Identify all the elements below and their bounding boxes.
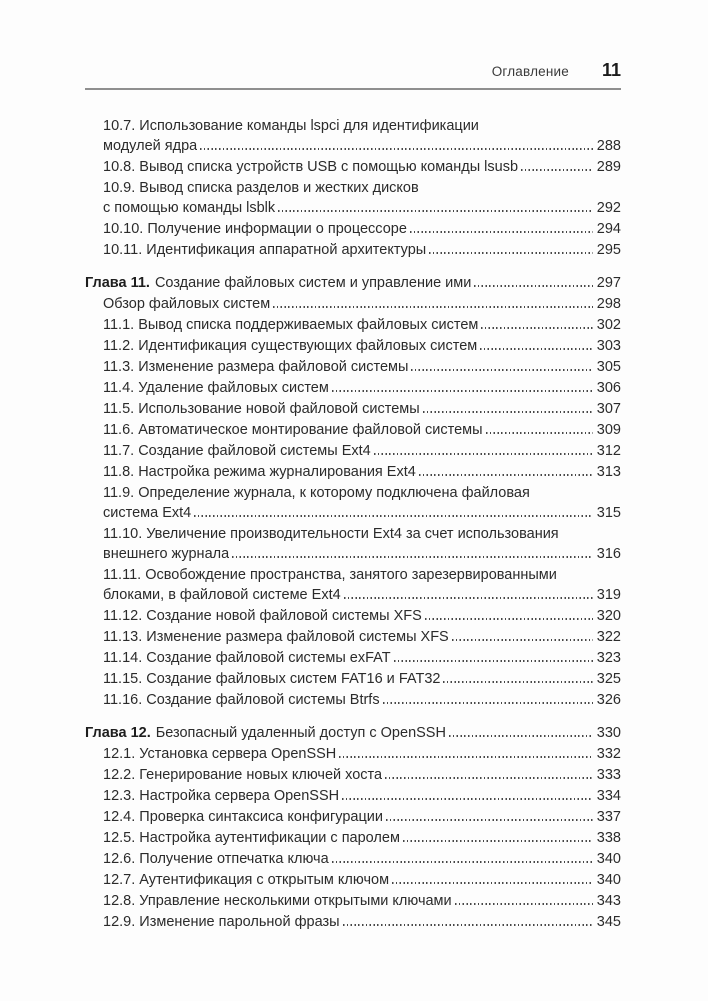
toc-entry-line: [103, 786, 621, 806]
toc-entry: [103, 441, 621, 461]
toc-entry-line: [103, 315, 621, 335]
toc-entry: [103, 240, 621, 260]
toc-entry: [103, 870, 621, 890]
toc-entry-line: [103, 462, 621, 482]
toc-entry: [103, 219, 621, 239]
header-rule: [85, 88, 621, 90]
toc-entry-line: [103, 378, 621, 398]
entry-page-number: 305: [596, 359, 621, 375]
toc-entry-line: [103, 807, 621, 827]
chapter-title: Безопасный удаленный доступ с OpenSSH: [155, 725, 446, 741]
toc-entry-text: 11.5. Использование новой файловой системы: [103, 401, 420, 417]
toc-entry-line: [103, 565, 621, 585]
toc-entry-text: 10.9. Вывод списка разделов и жестких дисков: [103, 180, 419, 196]
dotted-leader: [449, 735, 593, 737]
toc-entry: [103, 336, 621, 356]
toc-entry-line: [103, 606, 621, 626]
toc-entry-line: [103, 198, 621, 218]
dotted-leader: [385, 777, 593, 779]
toc-entry: [103, 565, 621, 605]
toc-entry: [103, 399, 621, 419]
toc-entry-text: 10.11. Идентификация аппаратной архитектуры: [103, 242, 427, 258]
dotted-leader: [403, 840, 593, 842]
toc-entry-line: [103, 219, 621, 239]
toc-entry-text: 11.15. Создание файловых систем FAT16 и FAT32: [103, 671, 441, 687]
toc-entry-line: [103, 849, 621, 869]
dotted-leader: [425, 618, 593, 620]
dotted-leader: [374, 453, 593, 455]
dotted-leader: [342, 798, 593, 800]
toc-entry: [103, 294, 621, 314]
entry-page-number: 320: [596, 608, 621, 624]
toc-entry-text: 11.12. Создание новой файловой системы XFS: [103, 608, 422, 624]
toc-entry-line: [103, 828, 621, 848]
entry-page-number: 325: [596, 671, 621, 687]
dotted-leader: [452, 639, 593, 641]
toc-entry-text: 12.2. Генерирование новых ключей хоста: [103, 767, 383, 783]
entry-page-number: 298: [596, 296, 621, 312]
entry-page-number: 323: [596, 650, 621, 666]
toc-entry-text: 12.7. Аутентификация с открытым ключом: [103, 872, 390, 888]
entry-page-number: 340: [596, 851, 621, 867]
toc-chapter-entry: [85, 273, 621, 293]
page-header: [85, 0, 621, 81]
toc-entry: [103, 627, 621, 647]
toc-entry-line: [103, 336, 621, 356]
toc-entry-line: [103, 669, 621, 689]
dotted-leader: [343, 924, 593, 926]
chapter-label: Глава 12.: [85, 725, 151, 741]
chapter-label: Глава 11.: [85, 275, 150, 291]
toc-entry-text: [85, 723, 446, 743]
toc-entry-text: 10.7. Использование команды lspci для идентификации: [103, 118, 479, 134]
toc-entry-text: система Ext4: [103, 505, 192, 521]
toc-entry-text: 12.5. Настройка аутентификации с паролем: [103, 830, 400, 846]
dotted-leader: [394, 660, 593, 662]
toc-entry: [103, 378, 621, 398]
toc-entry-line: [103, 116, 621, 136]
toc-entry-text: блоками, в файловой системе Ext4: [103, 587, 341, 603]
dotted-leader: [278, 210, 593, 212]
toc-entry-line: [103, 136, 621, 156]
dotted-leader: [443, 681, 592, 683]
entry-page-number: 288: [596, 138, 621, 154]
toc-entry-line: [103, 912, 621, 932]
toc-entry: [103, 357, 621, 377]
toc-entry-line: [103, 744, 621, 764]
dotted-leader: [332, 390, 593, 392]
dotted-leader: [339, 756, 593, 758]
entry-page-number: 313: [596, 464, 621, 480]
entry-page-number: 307: [596, 401, 621, 417]
toc-entry-line: [85, 273, 621, 293]
toc-entry-line: [103, 357, 621, 377]
toc-entry-line: [103, 544, 621, 564]
entry-page-number: 294: [596, 221, 621, 237]
toc-entry-line: [103, 157, 621, 177]
dotted-leader: [344, 597, 593, 599]
toc-entry: [103, 765, 621, 785]
toc-entry-line: [103, 503, 621, 523]
toc-entry-line: [85, 723, 621, 743]
entry-page-number: 302: [596, 317, 621, 333]
toc-entry-text: 11.10. Увеличение производительности Ext4 за счет использования: [103, 526, 559, 542]
dotted-leader: [455, 903, 593, 905]
toc-entry-text: 11.3. Изменение размера файловой системы: [103, 359, 409, 375]
toc-entry-text: 10.8. Вывод списка устройств USB с помощью команды lsusb: [103, 159, 519, 175]
entry-page-number: 326: [596, 692, 621, 708]
toc-entry-text: 12.9. Изменение парольной фразы: [103, 914, 340, 930]
dotted-leader: [411, 369, 592, 371]
toc-entry-text: 11.7. Создание файловой системы Ext4: [103, 443, 371, 459]
toc-entry-line: [103, 178, 621, 198]
toc-entry-text: 11.2. Идентификация существующих файловых систем: [103, 338, 478, 354]
toc-entry-line: [103, 627, 621, 647]
dotted-leader: [332, 861, 593, 863]
toc-entry: [103, 912, 621, 932]
toc-entry-line: [103, 690, 621, 710]
toc-list: [85, 116, 621, 932]
toc-entry: [103, 483, 621, 523]
entry-page-number: 322: [596, 629, 621, 645]
toc-entry-text: 12.8. Управление несколькими открытыми ключами: [103, 893, 452, 909]
dotted-leader: [392, 882, 593, 884]
toc-entry: [103, 606, 621, 626]
entry-page-number: 334: [596, 788, 621, 804]
dotted-leader: [232, 556, 593, 558]
toc-entry-text: 11.4. Удаление файловых систем: [103, 380, 329, 396]
toc-entry-line: [103, 240, 621, 260]
toc-entry: [103, 524, 621, 564]
toc-entry-text: модулей ядра: [103, 138, 198, 154]
toc-entry: [103, 648, 621, 668]
toc-entry-line: [103, 524, 621, 544]
toc-entry-line: [103, 585, 621, 605]
toc-entry: [103, 849, 621, 869]
dotted-leader: [429, 252, 593, 254]
toc-entry-text: 11.9. Определение журнала, к которому подключена файловая: [103, 485, 530, 501]
toc-entry-text: внешнего журнала: [103, 546, 230, 562]
toc-entry-text: Обзор файловых систем: [103, 296, 271, 312]
toc-entry: [103, 891, 621, 911]
entry-page-number: 330: [596, 725, 621, 741]
toc-entry-line: [103, 891, 621, 911]
toc-entry-text: 11.16. Создание файловой системы Btrfs: [103, 692, 380, 708]
toc-chapter-entry: [85, 723, 621, 743]
entry-page-number: 316: [596, 546, 621, 562]
toc-entry: [103, 462, 621, 482]
dotted-leader: [486, 432, 593, 434]
toc-entry: [103, 828, 621, 848]
dotted-leader: [480, 348, 593, 350]
toc-entry-line: [103, 765, 621, 785]
toc-entry-line: [103, 441, 621, 461]
toc-entry-text: 11.11. Освобождение пространства, занятого зарезервированными: [103, 567, 557, 583]
entry-page-number: 343: [596, 893, 621, 909]
toc-entry-text: 11.14. Создание файловой системы exFAT: [103, 650, 391, 666]
dotted-leader: [386, 819, 593, 821]
entry-page-number: 333: [596, 767, 621, 783]
toc-entry: [103, 116, 621, 156]
entry-page-number: 297: [596, 275, 621, 291]
toc-entry-text: 12.4. Проверка синтаксиса конфигурации: [103, 809, 383, 825]
entry-page-number: 309: [596, 422, 621, 438]
entry-page-number: 338: [596, 830, 621, 846]
entry-page-number: 337: [596, 809, 621, 825]
toc-entry-text: 11.1. Вывод списка поддерживаемых файловых систем: [103, 317, 479, 333]
toc-entry: [103, 315, 621, 335]
toc-entry-text: 11.13. Изменение размера файловой системы XFS: [103, 629, 449, 645]
toc-entry-line: [103, 420, 621, 440]
entry-page-number: 306: [596, 380, 621, 396]
dotted-leader: [419, 474, 593, 476]
toc-entry-line: [103, 483, 621, 503]
entry-page-number: 292: [596, 200, 621, 216]
toc-entry-text: [85, 273, 471, 293]
header-section-title: Оглавление: [491, 64, 569, 79]
toc-entry-text: 12.3. Настройка сервера OpenSSH: [103, 788, 340, 804]
entry-page-number: 340: [596, 872, 621, 888]
toc-entry: [103, 786, 621, 806]
toc-entry-line: [103, 399, 621, 419]
dotted-leader: [410, 231, 593, 233]
toc-entry: [103, 157, 621, 177]
dotted-leader: [273, 306, 593, 308]
toc-entry-text: с помощью команды lsblk: [103, 200, 276, 216]
dotted-leader: [383, 702, 593, 704]
entry-page-number: 312: [596, 443, 621, 459]
toc-entry: [103, 690, 621, 710]
entry-page-number: 332: [596, 746, 621, 762]
toc-entry-line: [103, 648, 621, 668]
toc-entry: [103, 178, 621, 218]
dotted-leader: [423, 411, 593, 413]
dotted-leader: [521, 169, 593, 171]
entry-page-number: 315: [596, 505, 621, 521]
dotted-leader: [474, 285, 592, 287]
toc-entry-line: [103, 294, 621, 314]
toc-entry: [103, 744, 621, 764]
entry-page-number: 319: [596, 587, 621, 603]
toc-entry-text: 11.6. Автоматическое монтирование файловой системы: [103, 422, 483, 438]
entry-page-number: 289: [596, 159, 621, 175]
toc-entry-text: 12.6. Получение отпечатка ключа: [103, 851, 329, 867]
entry-page-number: 303: [596, 338, 621, 354]
dotted-leader: [481, 327, 592, 329]
chapter-title: Создание файловых систем и управление ими: [154, 275, 472, 291]
dotted-leader: [194, 515, 593, 517]
toc-entry: [103, 669, 621, 689]
toc-entry-text: 12.1. Установка сервера OpenSSH: [103, 746, 337, 762]
toc-entry-line: [103, 870, 621, 890]
dotted-leader: [200, 148, 593, 150]
header-page-number: 11: [601, 60, 621, 80]
toc-entry-text: 11.8. Настройка режима журналирования Ext4: [103, 464, 416, 480]
entry-page-number: 345: [596, 914, 621, 930]
toc-entry: [103, 807, 621, 827]
toc-entry: [103, 420, 621, 440]
entry-page-number: 295: [596, 242, 621, 258]
toc-entry-text: 10.10. Получение информации о процессоре: [103, 221, 407, 237]
